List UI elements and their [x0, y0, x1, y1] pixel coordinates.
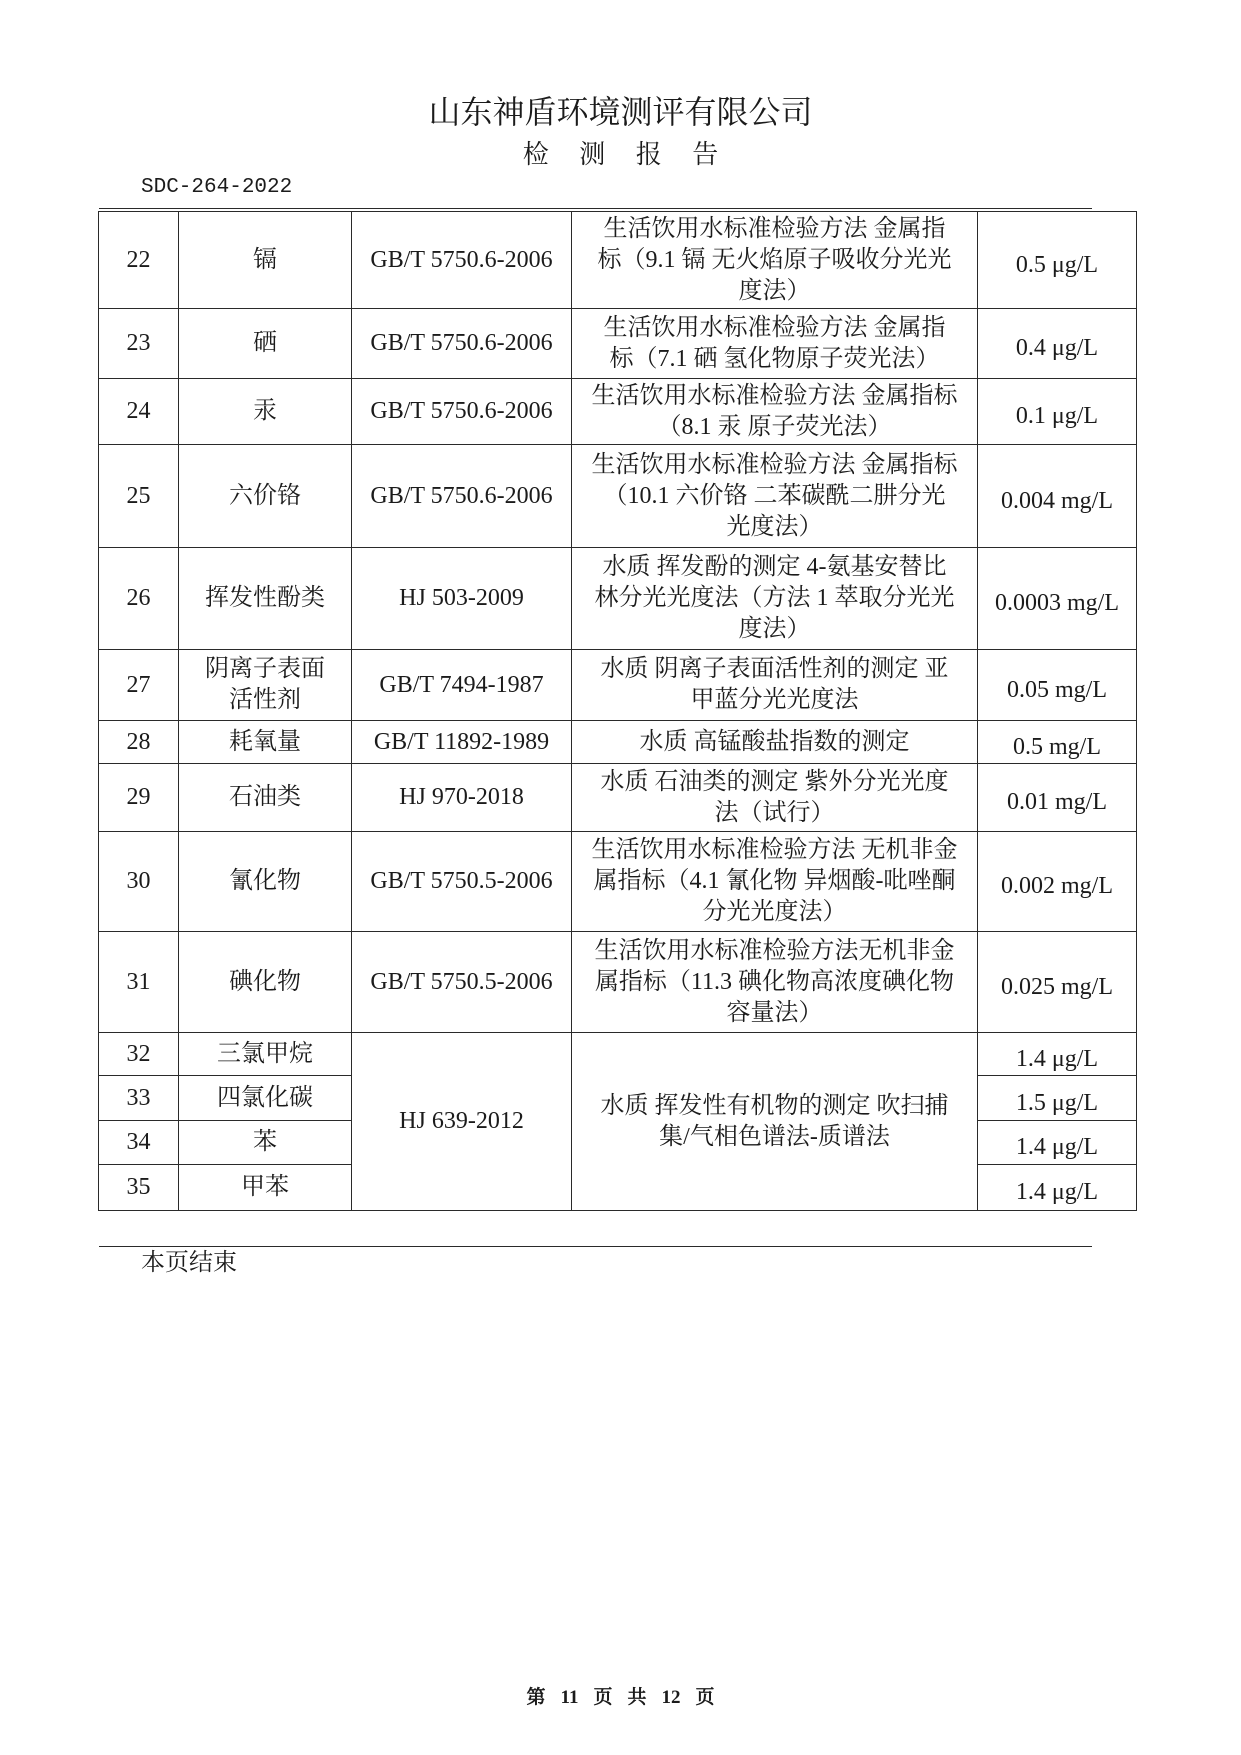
limit-cell	[978, 1121, 1137, 1165]
cell-text: 0.025 mg/L	[1001, 973, 1113, 1000]
cell-text: 32	[126, 1040, 151, 1067]
row-number-cell	[99, 764, 179, 832]
table-row	[99, 832, 1137, 932]
cell-text: 苯	[253, 1129, 277, 1155]
table-row	[99, 1033, 1137, 1076]
page-number-page-word: 页	[593, 1687, 613, 1708]
cell-text: 三氯甲烷	[217, 1040, 313, 1067]
item-cell	[179, 650, 352, 721]
limit-cell	[978, 379, 1137, 445]
cell-text-line: 光度法）	[726, 513, 823, 540]
page-number-prefix: 第	[526, 1687, 546, 1708]
cell-text-line: 活性剂	[229, 687, 301, 713]
cell-text: 0.004 mg/L	[1001, 487, 1113, 514]
row-number-cell	[99, 212, 179, 309]
limit-cell	[978, 212, 1137, 309]
cell-text: HJ 639-2012	[399, 1108, 524, 1134]
cell-text-line: 集/气相色谱法-质谱法	[659, 1123, 890, 1150]
cell-text: 0.002 mg/L	[1001, 873, 1113, 899]
table-row	[99, 212, 1137, 309]
cell-text: GB/T 5750.6-2006	[370, 246, 553, 273]
table-row	[99, 650, 1137, 721]
cell-text: 31	[126, 968, 151, 995]
page-number-total: 12	[661, 1687, 681, 1708]
item-cell	[179, 721, 352, 764]
cell-text: 0.1 μg/L	[1015, 403, 1099, 429]
row-number-cell	[99, 932, 179, 1033]
table-row	[99, 721, 1137, 764]
table-row	[99, 548, 1137, 650]
standard-cell	[352, 932, 572, 1033]
item-cell	[179, 1076, 352, 1121]
limit-cell	[978, 764, 1137, 832]
limit-cell	[978, 932, 1137, 1033]
page-number-current: 11	[560, 1687, 579, 1708]
table-row	[99, 309, 1137, 379]
row-number-cell	[99, 1033, 179, 1076]
page-number-total-word: 共	[627, 1687, 647, 1708]
page-end-note: 本页结束	[141, 1250, 237, 1276]
cell-text-line: 生活饮用水标准检验方法 金属指标	[591, 382, 958, 409]
limit-cell	[978, 650, 1137, 721]
cell-text-line: 属指标（4.1 氰化物 异烟酸-吡唑酮	[593, 868, 956, 894]
row-number-cell	[99, 1121, 179, 1165]
cell-text: 35	[126, 1174, 151, 1200]
cell-text-line: 容量法）	[726, 999, 823, 1026]
cell-text-line: 生活饮用水标准检验方法 金属指	[603, 314, 946, 341]
cell-text: GB/T 11892-1989	[373, 728, 550, 755]
item-cell	[179, 1033, 352, 1076]
cell-text-line: 水质 石油类的测定 紫外分光光度	[600, 768, 949, 795]
cell-text-line: 水质 高锰酸盐指数的测定	[639, 728, 910, 755]
method-cell	[572, 932, 978, 1033]
cell-text: 24	[126, 398, 151, 424]
cell-text-line: 标（7.1 硒 氢化物原子荧光法）	[609, 345, 940, 372]
cell-text: 33	[126, 1084, 151, 1111]
row-number-cell	[99, 832, 179, 932]
standard-cell	[352, 721, 572, 764]
cell-text: 镉	[253, 246, 277, 273]
cell-text: HJ 970-2018	[399, 784, 524, 810]
cell-text-line: 水质 挥发酚的测定 4-氨基安替比	[602, 554, 947, 580]
cell-text-line: 水质 阴离子表面活性剂的测定 亚	[600, 656, 949, 682]
table-row	[99, 445, 1137, 548]
method-cell	[572, 548, 978, 650]
cell-text: 耗氧量	[229, 728, 301, 755]
table-row	[99, 932, 1137, 1033]
row-number-cell	[99, 650, 179, 721]
cell-text-line: 标（9.1 镉 无火焰原子吸收分光光	[597, 246, 952, 273]
item-cell	[179, 1165, 352, 1211]
results-table-body	[99, 212, 1137, 1211]
cell-text-line: 阴离子表面	[205, 656, 325, 682]
method-cell	[572, 212, 978, 309]
cell-text: GB/T 5750.6-2006	[370, 398, 553, 424]
cell-text-line: 生活饮用水标准检验方法 金属指	[603, 215, 946, 242]
company-name: 山东神盾环境测评有限公司	[428, 94, 813, 130]
cell-text: 23	[126, 330, 151, 356]
item-cell	[179, 932, 352, 1033]
item-cell	[179, 309, 352, 379]
page-number-suffix: 页	[695, 1687, 715, 1708]
report-title: 检 测 报 告	[522, 140, 731, 169]
cell-text: 26	[126, 585, 151, 611]
limit-cell	[978, 1076, 1137, 1121]
page-number	[0, 1686, 1241, 1710]
cell-text-line: 甲蓝分光光度法	[690, 687, 859, 713]
limit-cell	[978, 721, 1137, 764]
standard-cell	[352, 1033, 572, 1211]
standard-cell	[352, 832, 572, 932]
cell-text: 氰化物	[229, 868, 301, 894]
cell-text: GB/T 5750.5-2006	[370, 968, 553, 995]
row-number-cell	[99, 309, 179, 379]
row-number-cell	[99, 379, 179, 445]
cell-text: GB/T 5750.6-2006	[370, 330, 553, 356]
cell-text-line: （10.1 六价铬 二苯碳酰二肼分光	[603, 482, 946, 509]
item-cell	[179, 548, 352, 650]
cell-text: 1.4 μg/L	[1015, 1045, 1099, 1072]
limit-cell	[978, 1165, 1137, 1211]
item-cell	[179, 1121, 352, 1165]
method-cell	[572, 309, 978, 379]
standard-cell	[352, 764, 572, 832]
cell-text: 27	[126, 671, 151, 698]
cell-text-line: 分光光度法）	[702, 899, 847, 925]
table-row	[99, 764, 1137, 832]
cell-text: 碘化物	[229, 968, 301, 995]
cell-text: GB/T 5750.5-2006	[370, 868, 553, 894]
row-number-cell	[99, 445, 179, 548]
method-cell	[572, 650, 978, 721]
cell-text-line: 属指标（11.3 碘化物高浓度碘化物	[594, 968, 955, 995]
cell-text: 0.5 μg/L	[1015, 251, 1099, 278]
standard-cell	[352, 379, 572, 445]
cell-text: 1.5 μg/L	[1015, 1089, 1099, 1116]
cell-text-line: 生活饮用水标准检验方法无机非金	[594, 937, 955, 964]
method-cell	[572, 445, 978, 548]
cell-text: 0.4 μg/L	[1015, 335, 1099, 361]
row-number-cell	[99, 548, 179, 650]
cell-text: 石油类	[229, 784, 301, 810]
item-cell	[179, 832, 352, 932]
cell-text-line: 度法）	[738, 616, 811, 642]
standard-cell	[352, 548, 572, 650]
results-table	[98, 211, 1137, 1211]
cell-text: 22	[126, 246, 151, 273]
limit-cell	[978, 1033, 1137, 1076]
cell-text: HJ 503-2009	[399, 585, 524, 611]
footer-rule	[99, 1246, 1092, 1247]
cell-text: 0.0003 mg/L	[995, 590, 1119, 616]
cell-text-line: （8.1 汞 原子荧光法）	[657, 413, 892, 440]
limit-cell	[978, 548, 1137, 650]
cell-text: 挥发性酚类	[205, 585, 325, 611]
header-rule	[99, 208, 1092, 209]
table-row	[99, 379, 1137, 445]
cell-text-line: 度法）	[738, 277, 811, 304]
report-number: SDC-264-2022	[141, 176, 293, 199]
cell-text: 甲苯	[241, 1174, 289, 1200]
limit-cell	[978, 445, 1137, 548]
method-cell	[572, 1033, 978, 1211]
item-cell	[179, 445, 352, 548]
standard-cell	[352, 212, 572, 309]
cell-text: 30	[126, 868, 151, 894]
cell-text-line: 水质 挥发性有机物的测定 吹扫捕	[600, 1092, 949, 1119]
limit-cell	[978, 309, 1137, 379]
method-cell	[572, 832, 978, 932]
cell-text-line: 法（试行）	[714, 799, 835, 826]
cell-text: 29	[126, 784, 151, 810]
cell-text: 硒	[253, 330, 277, 356]
cell-text: 汞	[253, 398, 277, 424]
cell-text: 0.01 mg/L	[1007, 789, 1107, 815]
standard-cell	[352, 445, 572, 548]
cell-text-line: 林分光光度法（方法 1 萃取分光光	[594, 585, 955, 611]
item-cell	[179, 212, 352, 309]
cell-text: 四氯化碳	[217, 1084, 313, 1111]
method-cell	[572, 379, 978, 445]
cell-text: 0.05 mg/L	[1007, 676, 1107, 703]
cell-text: 25	[126, 482, 151, 509]
cell-text-line: 生活饮用水标准检验方法 金属指标	[591, 451, 958, 478]
cell-text: 1.4 μg/L	[1015, 1179, 1099, 1205]
limit-cell	[978, 832, 1137, 932]
cell-text-line: 生活饮用水标准检验方法 无机非金	[591, 837, 958, 863]
cell-text: GB/T 7494-1987	[379, 671, 544, 698]
standard-cell	[352, 650, 572, 721]
standard-cell	[352, 309, 572, 379]
method-cell	[572, 764, 978, 832]
cell-text: 六价铬	[229, 482, 301, 509]
row-number-cell	[99, 1076, 179, 1121]
cell-text: 28	[126, 728, 151, 755]
row-number-cell	[99, 1165, 179, 1211]
item-cell	[179, 764, 352, 832]
row-number-cell	[99, 721, 179, 764]
method-cell	[572, 721, 978, 764]
cell-text: GB/T 5750.6-2006	[370, 482, 553, 509]
item-cell	[179, 379, 352, 445]
cell-text: 34	[126, 1129, 151, 1155]
cell-text: 1.4 μg/L	[1015, 1134, 1099, 1160]
cell-text: 0.5 mg/L	[1013, 733, 1101, 760]
